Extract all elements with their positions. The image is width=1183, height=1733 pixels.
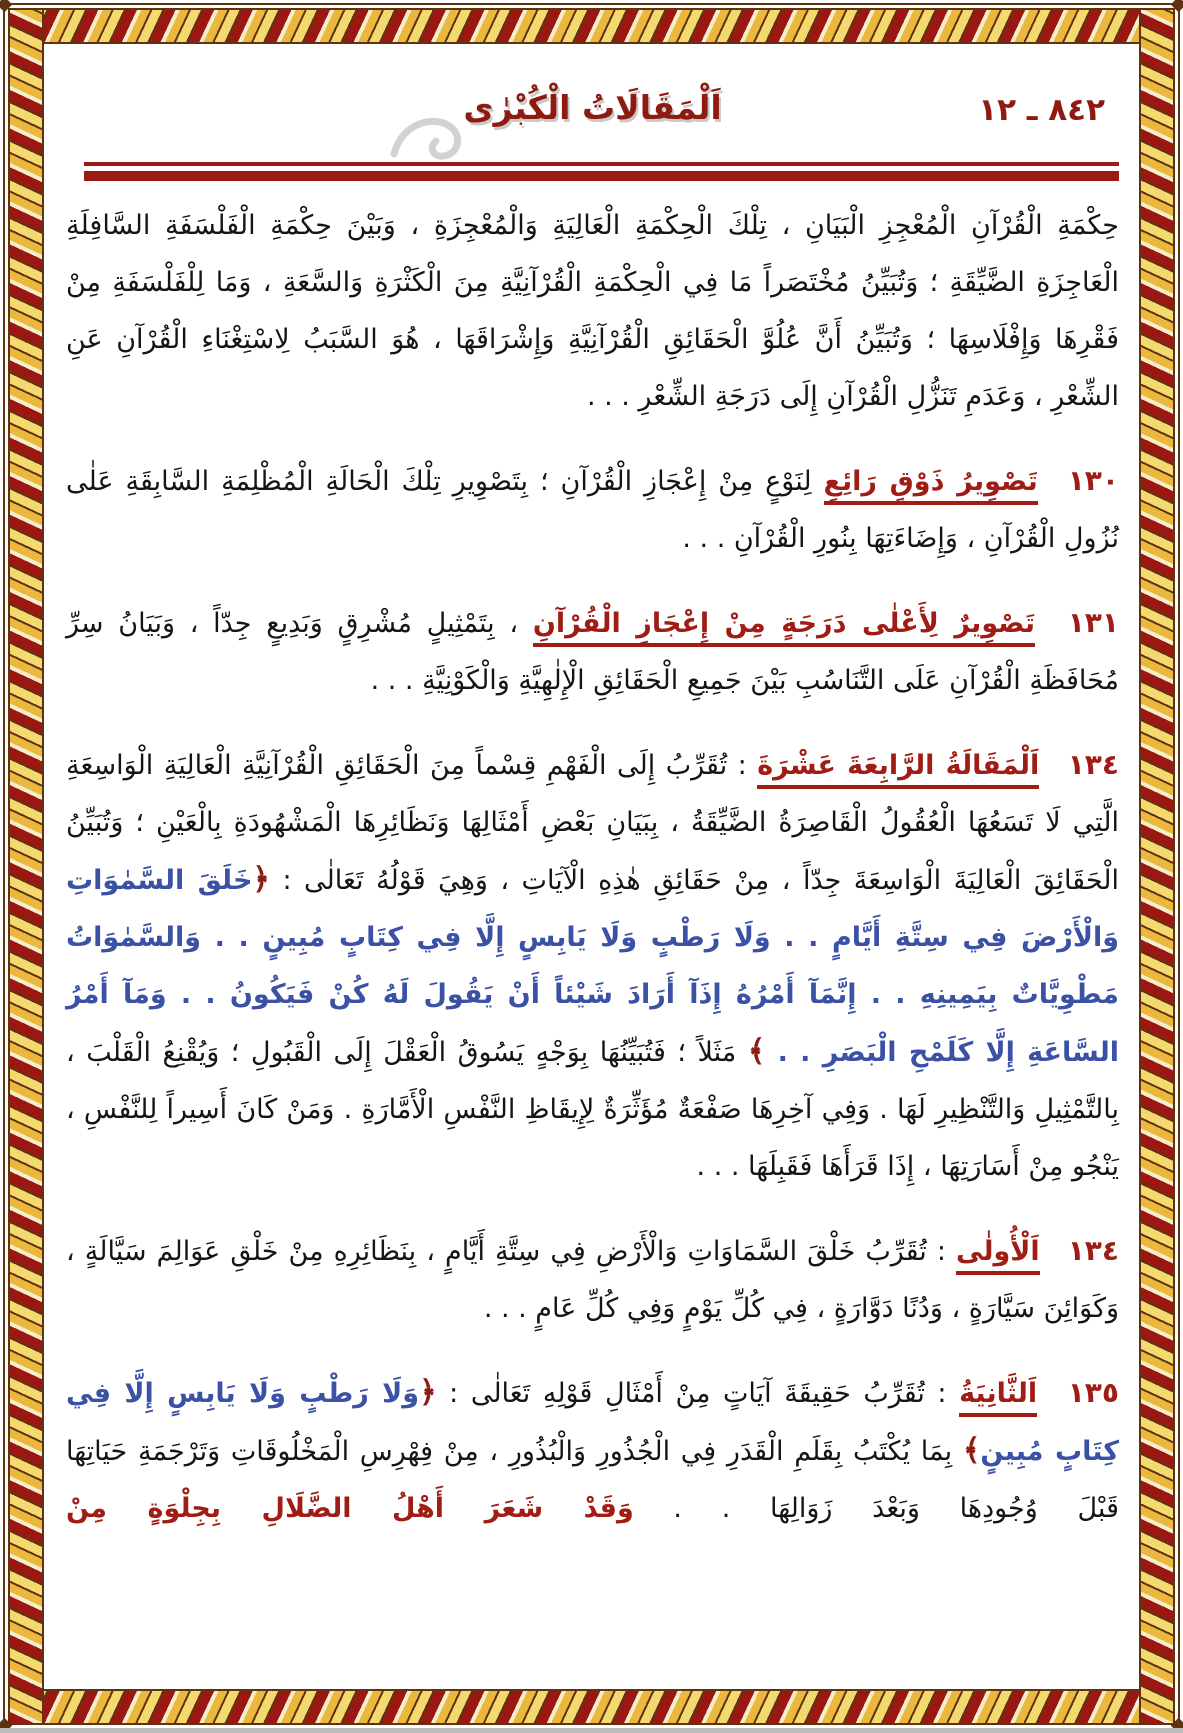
entry-130 — [66, 452, 1119, 567]
quran-open-ornament-icon: ﴿ — [252, 862, 270, 897]
page-title: اَلْمَقَالَاتُ الْكُبْرٰى — [463, 88, 722, 127]
entry-heading: تَصْوِيرُ ذَوْقٍ رَائِعٍ — [824, 466, 1038, 505]
page-body — [66, 197, 1119, 1537]
ornamental-border-left — [8, 8, 44, 1725]
entry-131 — [66, 594, 1119, 709]
entry-134-first — [66, 1222, 1119, 1337]
quran-close-ornament-icon: ﴾ — [747, 1034, 766, 1069]
ornamental-border-right — [1139, 8, 1175, 1725]
entry-number: ١٣٥ — [1067, 1376, 1119, 1409]
quran-verse: خَلَقَ السَّمٰوَاتِ وَالْأَرْضَ فِي سِتَّةِ أَيَّامٍ . . وَلَا رَطْبٍ وَلَا يَابِسٍ إِلَّا فِي كِتَابٍ مُبِينٍ . . وَالسَّمٰوَاتُ مَطْوِيَّاتٌ بِيَمِينِهِ . . إِنَّمَآ أَمْرُهُ إِذَآ أَرَادَ شَيْئاً أَنْ يَقُولَ لَهُ كُنْ فَيَكُونُ . . وَمَآ أَمْرُ السَّاعَةِ إِلَّا كَلَمْحِ الْبَصَرِ . . — [66, 865, 1119, 1068]
entry-number: ١٣١ — [1067, 606, 1119, 639]
entry-heading: تَصْوِيرٌ لِأَعْلٰى دَرَجَةٍ مِنْ إِعْجَازِ الْقُرْآنِ — [533, 608, 1035, 647]
entry-text: مَثَلاً ؛ فَتُبَيِّنُهَا بِوَجْهٍ يَسُوقُ الْعَقْلَ إِلَى الْقَبُولِ ؛ وَيُقْنِعُ الْقَلْبَ ، بِالتَّمْثِيلِ وَالتَّنْظِيرِ لَهَا . وَفِي آخِرِهَا صَفْعَةٌ مُؤَثِّرَةٌ لِإِيقَاظِ النَّفْسِ الْأَمَّارَةِ . وَمَنْ كَانَ أَسِيراً لِلنَّفْسِ ، يَنْجُو مِنْ أَسَارَتِهَا ، إِذَا قَرَأَهَا فَقَبِلَهَا . . . — [66, 1037, 1119, 1182]
intro-paragraph: حِكْمَةِ الْقُرْآنِ الْمُعْجِزِ الْبَيَانِ ، تِلْكَ الْحِكْمَةِ الْعَالِيَةِ وَالْمُعْجِزَةِ ، وَبَيْنَ حِكْمَةِ الْفَلْسَفَةِ السَّافِلَةِ الْعَاجِزَةِ الضَّيِّقَةِ ؛ وَتُبَيِّنُ مُخْتَصَراً مَا فِي الْحِكْمَةِ الْقُرْآنِيَّةِ مِنَ الْكَثْرَةِ وَالسَّعَةِ ، وَمَا لِلْفَلْسَفَةِ مِنْ فَقْرِهَا وَإِفْلَاسِهَا ؛ وَتُبَيِّنُ أَنَّ عُلُوَّ الْحَقَائِقِ الْقُرْآنِيَّةِ وَإِشْرَاقَهَا ، هُوَ السَّبَبُ لِاسْتِغْنَاءِ الْقُرْآنِ عَنِ الشِّعْرِ ، وَعَدَمِ تَنَزُّلِ الْقُرْآنِ إِلَى دَرَجَةِ الشِّعْرِ . . . — [66, 210, 1119, 412]
quran-verse: وَلَا رَطْبٍ وَلَا يَابِسٍ إِلَّا فِي كِتَابٍ مُبِينٍ — [66, 1378, 1119, 1467]
page-header — [66, 50, 1119, 156]
entry-text: : تُقَرِّبُ خَلْقَ السَّمَاوَاتِ وَالْأَرْضِ فِي سِتَّةِ أَيَّامٍ ، بِنَظَائِرِهِ مِنْ خَلْقِ عَوَالِمَ سَيَّالَةٍ ، وَكَوَائِنَ سَيَّارَةٍ ، وَدُنًا دَوَّارَةٍ ، فِي كُلِّ يَوْمٍ وَفِي كُلِّ عَامٍ . . . — [66, 1236, 1119, 1324]
quran-close-ornament-icon: ﴾ — [962, 1433, 981, 1468]
header-rule-thick — [84, 171, 1119, 181]
ornamental-border-top — [8, 8, 1175, 44]
header-rule — [84, 162, 1119, 181]
ornamental-border-bottom — [8, 1689, 1175, 1725]
entry-text: : تُقَرِّبُ إِلَى الْفَهْمِ قِسْماً مِنَ الْحَقَائِقِ الْقُرْآنِيَّةِ الْعَالِيَةِ الْوَاسِعَةِ الَّتِي لَا تَسَعُهَا الْعُقُولُ الْقَاصِرَةُ الضَّيِّقَةُ ، بِبَيَانِ بَعْضِ أَمْثَالِهَا وَنَظَائِرِهَا الْمَشْهُودَةِ بِالْعَيْنِ ؛ وَتُبَيِّنُ الْحَقَائِقَ الْعَالِيَةَ الْوَاسِعَةَ جِدّاً ، مِنْ حَقَائِقِ هٰذِهِ الْآيَاتِ ، وَهِيَ قَوْلُهُ تَعَالٰى : — [66, 750, 1119, 896]
entry-heading: اَلْمَقَالَةُ الرَّابِعَةَ عَشْرَةَ — [757, 750, 1039, 789]
title-flourish-icon — [388, 110, 474, 166]
entry-heading: اَلْأُولٰى — [956, 1236, 1040, 1275]
entry-134-main — [66, 736, 1119, 1195]
entry-text: : تُقَرِّبُ حَقِيقَةَ آيَاتٍ مِنْ أَمْثَالِ قَوْلِهِ تَعَالٰى : — [436, 1378, 947, 1409]
entry-heading: اَلثَّانِيَةُ — [959, 1378, 1037, 1417]
entry-text-emphasis: وَقَدْ شَعَرَ أَهْلُ الضَّلَالِ بِجِلْوَةٍ مِنْ — [66, 1493, 634, 1524]
entry-number: ١٣٤ — [1067, 1234, 1119, 1267]
entry-number: ١٣٤ — [1067, 748, 1119, 781]
quran-open-ornament-icon: ﴿ — [419, 1375, 437, 1410]
page-number: ٨٤٢ ـ ١٢ — [978, 92, 1105, 128]
page-content — [66, 50, 1119, 1681]
entry-number: ١٣٠ — [1067, 464, 1119, 497]
entry-text: لِنَوْعٍ مِنْ إِعْجَازِ الْقُرْآنِ ؛ بِتَصْوِيرِ تِلْكَ الْحَالَةِ الْمُظْلِمَةِ السَّابِقَةِ عَلٰى نُزُولِ الْقُرْآنِ ، وَإِضَاءَتِهَا بِنُورِ الْقُرْآنِ . . . — [66, 466, 1119, 554]
entry-text: بِمَا يُكْتَبُ بِقَلَمِ الْقَدَرِ فِي الْجُذُورِ وَالْبُذُورِ ، مِنْ فِهْرِسِ الْمَخْلُوقَاتِ وَتَرْجَمَةِ حَيَاتِهَا قَبْلَ وُجُودِهَا وَبَعْدَ زَوَالِهَا . . — [66, 1436, 1119, 1524]
entry-text: ، بِتَمْثِيلٍ مُشْرِقٍ وَبَدِيعٍ جِدّاً ، وَبَيَانُ سِرِّ مُحَافَظَةِ الْقُرْآنِ عَلَى التَّنَاسُبِ بَيْنَ جَمِيعِ الْحَقَائِقِ الْإِلٰهِيَّةِ وَالْكَوْنِيَّةِ . . . — [66, 608, 1119, 696]
header-rule-thin — [84, 162, 1119, 166]
entry-135 — [66, 1364, 1119, 1537]
scan-edge — [0, 1728, 1183, 1733]
